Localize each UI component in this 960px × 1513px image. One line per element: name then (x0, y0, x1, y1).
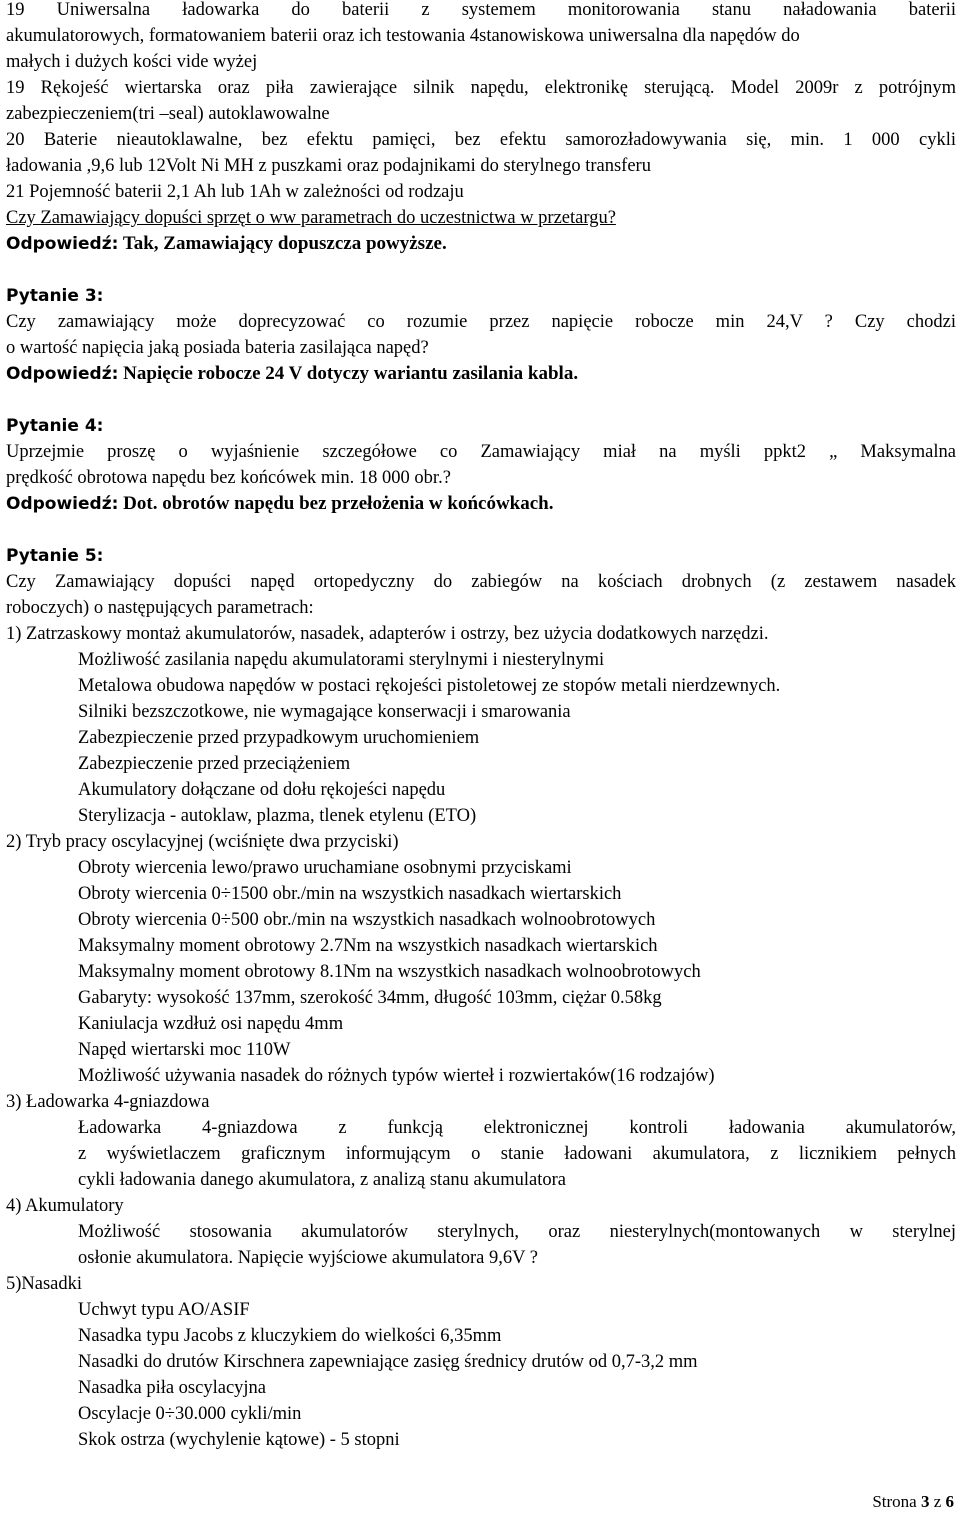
q4-answer (6, 491, 553, 517)
section-1-item: Silniki bezszczotkowe, nie wymagające konserwacji i smarowania (78, 702, 571, 722)
section-1-item: Akumulatory dołączane od dołu rękojeści napędu (78, 780, 446, 800)
section-2-item: Obroty wiercenia 0÷500 obr./min na wszystkich nasadkach wolnoobrotowych (78, 910, 656, 930)
q3-line-2: o wartość napięcia jaką posiada bateria zasilająca napęd? (6, 338, 429, 358)
section-2-item: Maksymalny moment obrotowy 8.1Nm na wszystkich nasadkach wolnoobrotowych (78, 962, 701, 982)
section-1-heading: 1) Zatrzaskowy montaż akumulatorów, nasadek, adapterów i ostrzy, bez użycia dodatkowych narzędzi. (6, 624, 769, 644)
intro-line-5: zabezpieczeniem(tri –seal) autoklawowalne (6, 104, 330, 124)
answer-text: Tak, Zamawiający dopuszcza powyższe. (118, 233, 447, 254)
intro-line-7: ładowania ,9,6 lub 12Volt Ni MH z puszkami oraz podajnikami do sterylnego transferu (6, 156, 651, 176)
intro-answer (6, 231, 447, 257)
section-3-line: z wyświetlaczem graficznym informującym o stanie ładowani akumulatora, z licznikiem pełnych (78, 1144, 956, 1164)
answer-label: Odpowiedź: (6, 234, 119, 254)
section-5-item: Skok ostrza (wychylenie kątowe) - 5 stopni (78, 1430, 400, 1450)
section-2-item: Kaniulacja wzdłuż osi napędu 4mm (78, 1014, 344, 1034)
intro-line-2: akumulatorowych, formatowaniem baterii oraz ich testowania 4stanowiskowa uniwersalna dla napędów do (6, 26, 800, 46)
intro-line-8: 21 Pojemność baterii 2,1 Ah lub 1Ah w zależności od rodzaju (6, 182, 464, 202)
section-5-item: Nasadka typu Jacobs z kluczykiem do wielkości 6,35mm (78, 1326, 502, 1346)
section-2-item: Maksymalny moment obrotowy 2.7Nm na wszystkich nasadkach wiertarskich (78, 936, 658, 956)
section-3-line: Ładowarka 4-gniazdowa z funkcją elektronicznej kontroli ładowania akumulatorów, (78, 1118, 956, 1138)
q3-heading: Pytanie 3: (6, 286, 104, 306)
footer-of: z (933, 1492, 942, 1511)
q4-line-2: prędkość obrotowa napędu bez końcówek min. 18 000 obr.? (6, 468, 451, 488)
section-4-heading: 4) Akumulatory (6, 1196, 124, 1216)
section-2-item: Obroty wiercenia lewo/prawo uruchamiane osobnymi przyciskami (78, 858, 572, 878)
section-3-heading: 3) Ładowarka 4-gniazdowa (6, 1092, 210, 1112)
footer-page: 3 (920, 1492, 930, 1511)
section-5-heading: 5)Nasadki (6, 1274, 83, 1294)
q3-line-1: Czy zamawiający może doprecyzować co rozumie przez napięcie robocze min 24,V ? Czy chodzi (6, 312, 956, 332)
intro-line-4: 19 Rękojeść wiertarska oraz piła zawierające silnik napędu, elektronikę sterującą. Model 2009r z potrójnym (6, 78, 956, 98)
answer-text: Napięcie robocze 24 V dotyczy wariantu zasilania kabla. (118, 363, 579, 384)
section-2-heading: 2) Tryb pracy oscylacyjnej (wciśnięte dwa przyciski) (6, 832, 399, 852)
section-2-item: Możliwość używania nasadek do różnych typów wierteł i rozwiertaków(16 rodzajów) (78, 1066, 715, 1086)
page-number-footer (872, 1492, 954, 1512)
section-1-item: Możliwość zasilania napędu akumulatorami sterylnymi i niesterylnymi (78, 650, 605, 670)
section-5-item: Uchwyt typu AO/ASIF (78, 1300, 250, 1320)
section-2-item: Obroty wiercenia 0÷1500 obr./min na wszystkich nasadkach wiertarskich (78, 884, 622, 904)
q5-line-2: roboczych) o następujących parametrach: (6, 598, 314, 618)
section-5-item: Nasadka piła oscylacyjna (78, 1378, 267, 1398)
footer-total: 6 (945, 1492, 954, 1511)
q5-line-1: Czy Zamawiający dopuści napęd ortopedyczny do zabiegów na kościach drobnych (z zestawem nasadek (6, 572, 956, 592)
section-3-line: cykli ładowania danego akumulatora, z analizą stanu akumulatora (78, 1170, 567, 1190)
answer-label: Odpowiedź: (6, 364, 119, 384)
q5-heading: Pytanie 5: (6, 546, 104, 566)
section-4-line: osłonie akumulatora. Napięcie wyjściowe akumulatora 9,6V ? (78, 1248, 538, 1268)
intro-line-1: 19 Uniwersalna ładowarka do baterii z systemem monitorowania stanu naładowania baterii (6, 0, 956, 20)
section-1-item: Zabezpieczenie przed przeciążeniem (78, 754, 351, 774)
intro-line-3: małych i dużych kości vide wyżej (6, 52, 258, 72)
section-2-item: Napęd wiertarski moc 110W (78, 1040, 291, 1060)
section-1-item: Sterylizacja - autoklaw, plazma, tlenek etylenu (ETO) (78, 806, 477, 826)
section-2-item: Gabaryty: wysokość 137mm, szerokość 34mm, długość 103mm, ciężar 0.58kg (78, 988, 662, 1008)
intro-question: Czy Zamawiający dopuści sprzęt o ww parametrach do uczestnictwa w przetargu? (6, 208, 616, 228)
q4-heading: Pytanie 4: (6, 416, 104, 436)
q4-line-1: Uprzejmie proszę o wyjaśnienie szczegółowe co Zamawiający miał na myśli ppkt2 „ Maksymalna (6, 442, 956, 462)
q3-answer (6, 361, 578, 387)
answer-text: Dot. obrotów napędu bez przełożenia w końcówkach. (118, 493, 554, 514)
footer-label: Strona (872, 1492, 917, 1511)
section-4-line: Możliwość stosowania akumulatorów sterylnych, oraz niesterylnych(montowanych w sterylnej (78, 1222, 956, 1242)
section-5-item: Nasadki do drutów Kirschnera zapewniające zasięg średnicy drutów od 0,7-3,2 mm (78, 1352, 698, 1372)
section-5-item: Oscylacje 0÷30.000 cykli/min (78, 1404, 302, 1424)
answer-label: Odpowiedź: (6, 494, 119, 514)
section-1-item: Zabezpieczenie przed przypadkowym uruchomieniem (78, 728, 480, 748)
intro-line-6: 20 Baterie nieautoklawalne, bez efektu pamięci, bez efektu samorozładowywania się, min. 1 000 cykli (6, 130, 956, 150)
section-1-item: Metalowa obudowa napędów w postaci rękojeści pistoletowej ze stopów metali nierdzewnych. (78, 676, 781, 696)
